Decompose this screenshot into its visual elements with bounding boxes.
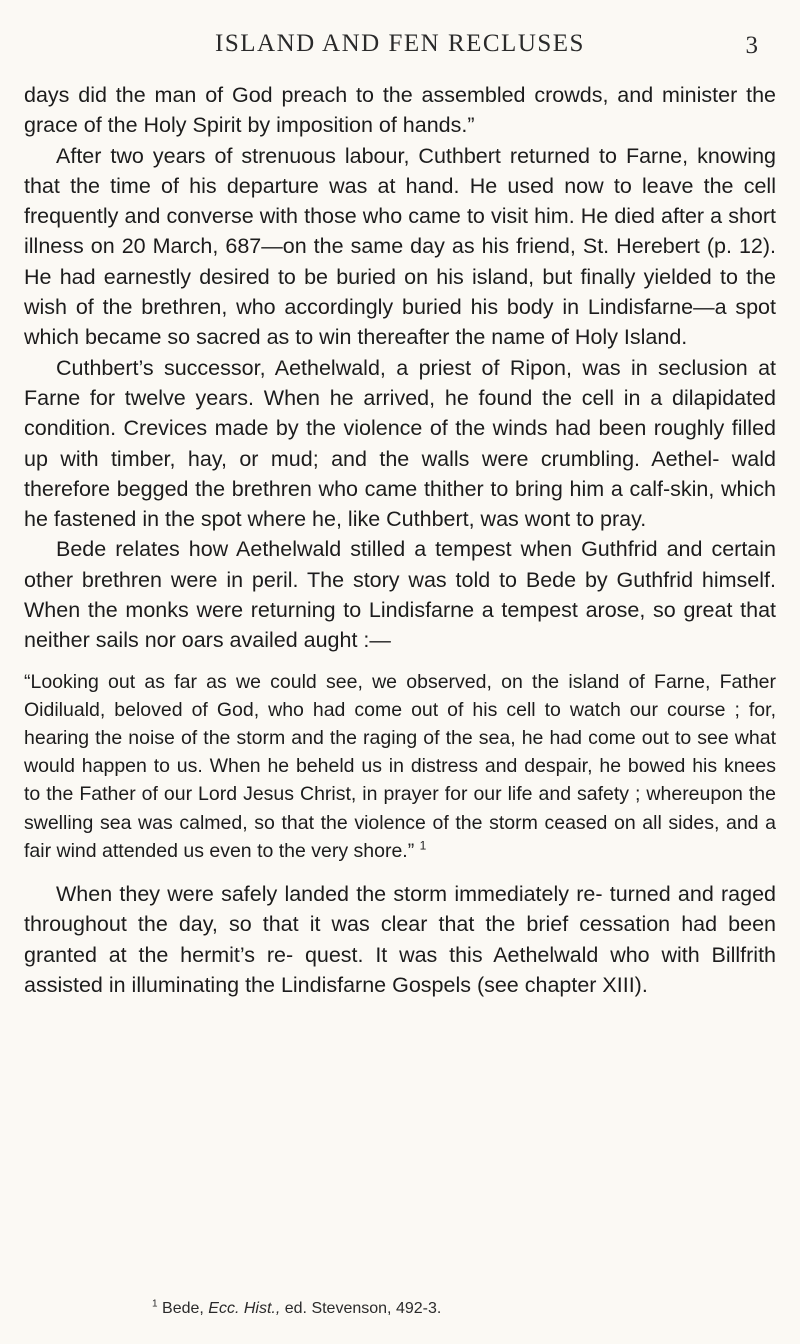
body-text: [24, 80, 776, 1000]
paragraph-5: When they were safely landed the storm immediately re- turned and raged throughout the day, so that it was clear that the brief cessation had been granted at the hermit’s re- quest. It was this Aethelwald who with Billfrith assisted in illuminating the Lindisfarne Gospels (see chapter XIII).: [24, 882, 776, 997]
paragraph-2: After two years of strenuous labour, Cuthbert returned to Farne, knowing that the time of his departure was at hand. He used now to leave the cell frequently and converse with those who came to visit him. He died after a short illness on 20 March, 687—on the same day as his friend, St. Herebert (p. 12). He had earnestly desired to be buried on his island, but finally yielded to the wish of the brethren, who accordingly buried his body in Lindisfarne—a spot which became so sacred as to win thereafter the name of Holy Island.: [24, 143, 776, 350]
block-quote: [24, 668, 776, 865]
footnote-work-title: Ecc. Hist.,: [208, 1300, 281, 1317]
footnote-author: Bede,: [162, 1300, 204, 1317]
footnote: [152, 1300, 772, 1318]
paragraph-4: Bede relates how Aethelwald stilled a tempest when Guthfrid and certain other brethren were in peril. The story was told to Bede by Guthfrid himself. When the monks were returning to Lindisfarne a tempest arose, so great that neither sails nor oars availed aught :—: [24, 537, 776, 653]
paragraph-1: days did the man of God preach to the assembled crowds, and minister the grace of the Holy Spirit by imposition of hands.”: [24, 83, 776, 138]
footnote-detail: ed. Stevenson, 492-3.: [284, 1300, 442, 1317]
footnote-mark: 1: [152, 1298, 158, 1310]
page-number: 3: [745, 32, 758, 59]
footnote-reference: 1: [419, 838, 427, 853]
quote-text: “Looking out as far as we could see, we observed, on the island of Farne, Father Oidiluald, beloved of God, who had come out of his cell to watch our course ; for, hearing the noise of the storm and the raging of the sea, he had come out to see what would happen to us. When he beheld us in distress and despair, he bowed his knees to the Father of our Lord Jesus Christ, in prayer for our life and safety ; whereupon the swelling sea was calmed, so that the violence of the storm ceased on all sides, and a fair wind attended us even to the very shore.”: [24, 670, 776, 862]
running-title: ISLAND AND FEN RECLUSES: [215, 30, 585, 57]
paragraph-3: Cuthbert’s successor, Aethelwald, a priest of Ripon, was in seclusion at Farne for twelve years. When he arrived, he found the cell in a dilapidated condition. Crevices made by the violence of the winds had been roughly filled up with timber, hay, or mud; and the walls were crumbling. Aethel- wald therefore begged the brethren who came thither to bring him a calf-skin, which he fastened in the spot where he, like Cuthbert, was wont to pray.: [24, 355, 776, 532]
